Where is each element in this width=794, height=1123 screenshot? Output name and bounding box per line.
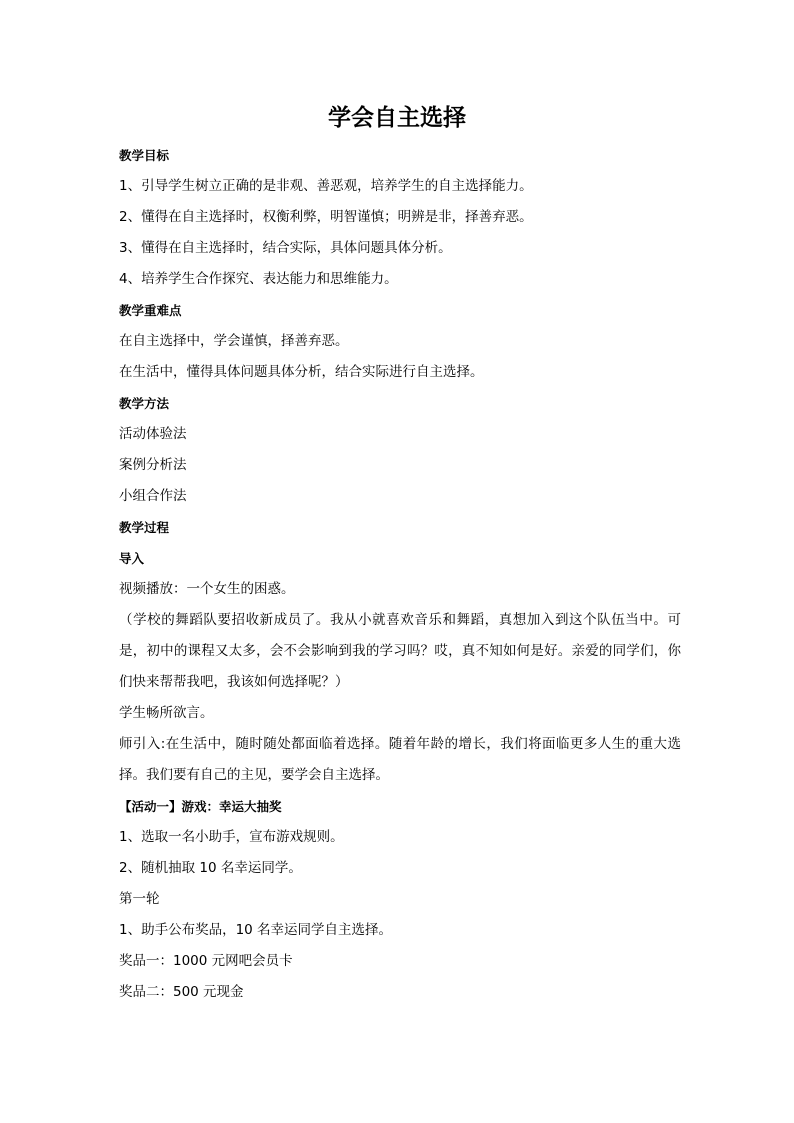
section-heading-objectives: 教学目标 [119,148,170,163]
student-response: 学生畅所欲言。 [119,705,214,721]
quote-paragraph: （学校的舞蹈队要招收新成员了。我从小就喜欢音乐和舞蹈，真想加入到这个队伍当中。可是，初中的课程又太多，会不会影响到我的学习吗？哎，真不知如何是好。亲爱的同学们，你们快来帮帮我吧，我该如何选择呢？） [119,612,681,690]
document-title: 学会自主选择 [328,105,466,131]
objective-item: 2、懂得在自主选择时，权衡利弊，明智谨慎；明辨是非，择善弃恶。 [119,209,533,225]
subheading-intro: 导入 [119,551,145,566]
activity-step: 2、随机抽取 10 名幸运同学。 [119,860,302,876]
method-item: 案例分析法 [119,457,187,473]
key-point-item: 在自主选择中，学会谨慎，择善弃恶。 [119,333,349,349]
objective-item: 1、引导学生树立正确的是非观、善恶观，培养学生的自主选择能力。 [119,178,533,194]
teacher-intro-paragraph: 师引入:在生活中，随时随处都面临着选择。随着年龄的增长，我们将面临更多人生的重大选择。我们要有自己的主见，要学会自主选择。 [119,736,681,783]
activity-heading: 【活动一】游戏：幸运大抽奖 [119,799,282,814]
round-label: 第一轮 [119,891,160,907]
method-item: 小组合作法 [119,488,187,504]
section-heading-key-points: 教学重难点 [119,303,182,318]
method-item: 活动体验法 [119,426,187,442]
key-point-item: 在生活中，懂得具体问题具体分析，结合实际进行自主选择。 [119,364,484,380]
prize-item: 奖品二：500 元现金 [119,984,244,1000]
section-heading-methods: 教学方法 [119,396,170,411]
round-step: 1、助手公布奖品，10 名幸运同学自主选择。 [119,922,393,938]
objective-item: 3、懂得在自主选择时，结合实际，具体问题具体分析。 [119,240,452,256]
section-heading-process: 教学过程 [119,520,170,535]
document-body [119,140,681,1008]
activity-step: 1、选取一名小助手，宣布游戏规则。 [119,829,344,845]
video-line: 视频播放：一个女生的困惑。 [119,581,295,597]
objective-item: 4、培养学生合作探究、表达能力和思维能力。 [119,271,398,287]
prize-item: 奖品一：1000 元网吧会员卡 [119,953,293,969]
